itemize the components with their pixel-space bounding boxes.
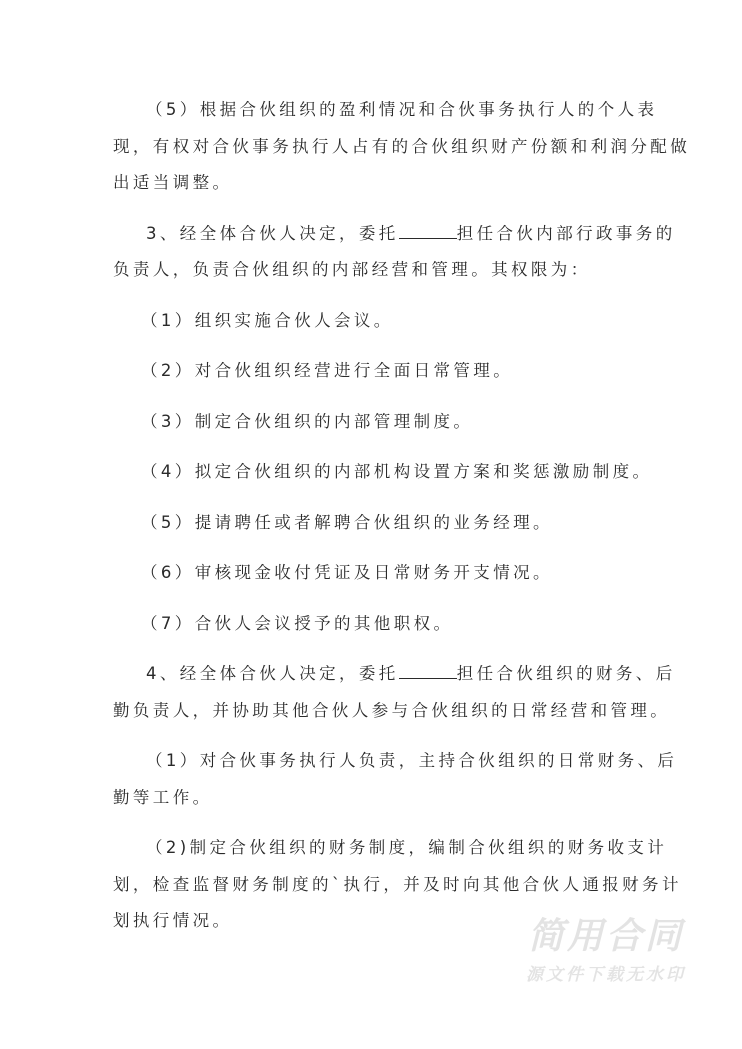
clause-3-item-6: （6）审核现金收付凭证及日常财务开支情况。 [141, 563, 553, 582]
clause-4-item-1: （1）对合伙事务执行人负责，主持合伙组织的日常财务、后勤等工作。 [113, 751, 678, 807]
watermark [516, 915, 696, 987]
clause-3-rest-text: 担任合伙内部行政事务的负责人，负责合伙组织的内部经营和管理。其权限为： [113, 223, 676, 279]
clause-3-blank-field [399, 224, 457, 239]
clause-3-item-7: （7）合伙人会议授予的其他职权。 [141, 613, 454, 633]
document-body [113, 92, 693, 940]
clause-4-blank-field [399, 664, 457, 679]
clause-3-paragraph [113, 216, 693, 289]
clause-4-item-2: （2)制定合伙组织的财务制度，编制合伙组织的财务收支计划，检查监督财务制度的`执行，并及时向其他合伙人通报财务计划执行情况。 [113, 838, 682, 930]
watermark-subtitle: 源文件下载无水印 [526, 965, 686, 985]
clause-3-item-2: （2）对合伙组织经营进行全面日常管理。 [141, 361, 514, 380]
clause-3-item-3: （3）制定合伙组织的内部管理制度。 [141, 411, 474, 431]
clause-3-item-4: （4）拟定合伙组织的内部机构设置方案和奖惩激励制度。 [141, 462, 653, 481]
clause-3-item-1: （1）组织实施合伙人会议。 [141, 310, 394, 330]
clause-4-paragraph [113, 656, 693, 729]
paragraph-item-5-adjustment: （5）根据合伙组织的盈利情况和合伙事务执行人的个人表现，有权对合伙事务执行人占有的合伙组织财产份额和利润分配做出适当调整。 [113, 100, 691, 192]
clause-3-lead-text: 3、经全体合伙人决定，委托 [146, 223, 399, 243]
watermark-title: 简用合同 [527, 916, 684, 957]
clause-4-rest-text: 担任合伙组织的财务、后勤负责人，并协助其他合伙人参与合伙组织的日常经营和管理。 [113, 664, 676, 720]
clause-4-lead-text: 4、经全体合伙人决定，委托 [146, 664, 399, 683]
clause-3-item-5: （5）提请聘任或者解聘合伙组织的业务经理。 [141, 512, 553, 532]
